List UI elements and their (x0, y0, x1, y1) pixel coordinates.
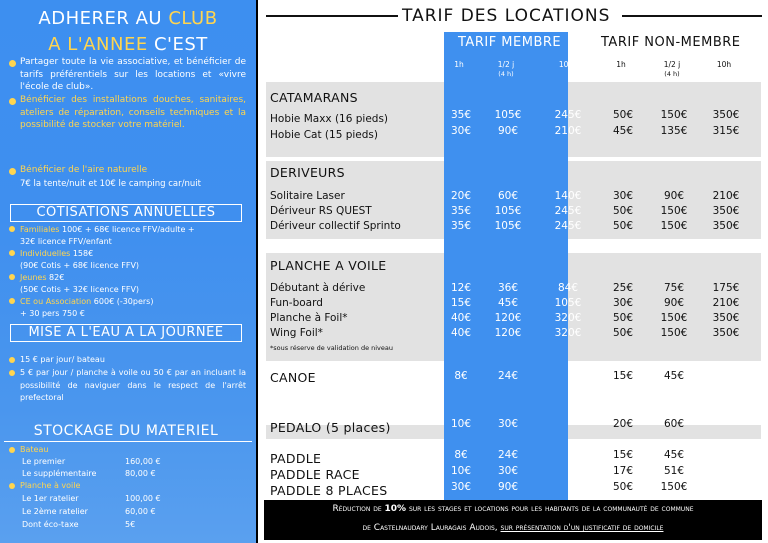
price-cell: 35€ (450, 205, 472, 217)
price-cell: 150€ (660, 327, 688, 339)
cotisations-heading: COTISATIONS ANNUELLES (10, 204, 242, 222)
price-cell: 150€ (660, 109, 688, 121)
cotisation-line (20, 224, 246, 235)
mise-a-l-eau-heading: MISE A L'EAU A LA JOURNEE (10, 324, 242, 342)
non-member-price-header: TARIF NON-MEMBRE (601, 35, 741, 50)
stockage-row-label: Dont éco-taxe (22, 520, 79, 529)
price-cell: 350€ (712, 220, 740, 232)
rental-item: Fun-board (270, 297, 323, 309)
mise-a-l-eau-windsurf: 5 € par jour / planche à voile ou 50 € par an incluant la possibilité de naviguer dans le respect de l'arrêt prefectoral (20, 368, 246, 402)
bullet-icon (9, 250, 15, 256)
price-cell: 51€ (663, 465, 685, 477)
bullet-icon (9, 274, 15, 280)
price-cell: 15€ (612, 370, 634, 382)
price-cell: 60€ (497, 190, 519, 202)
rental-item: Hobie Maxx (16 pieds) (270, 113, 389, 125)
price-cell: 90€ (497, 125, 519, 137)
price-cell: 40€ (450, 312, 472, 324)
price-cell: 35€ (450, 220, 472, 232)
price-cell: 40€ (450, 327, 472, 339)
column-header: 1h (616, 60, 626, 69)
price-cell: 50€ (612, 481, 634, 493)
cotisation-line (20, 248, 246, 259)
cotisation-label: Individuelles (20, 249, 71, 258)
price-cell: 84€ (557, 282, 579, 294)
stockage-row-label: Le 1er ratelier (22, 494, 79, 503)
price-cell: 105€ (494, 109, 522, 121)
rental-item: Débutant à dérive (270, 282, 366, 294)
price-cell: 17€ (612, 465, 634, 477)
panel-title-line1: ADHERER AU CLUB (38, 8, 218, 29)
cotisation-price: 158€ (70, 249, 94, 258)
bullet-icon (9, 168, 16, 175)
bullet-icon (9, 60, 16, 67)
cotisation-price: 100€ + 68€ licence FFV/adulte + (59, 225, 195, 234)
stockage-row-label: Le 2ème ratelier (22, 507, 88, 516)
cotisation-price: 82€ (46, 273, 65, 282)
price-cell: 350€ (712, 327, 740, 339)
bullet-icon (9, 370, 15, 376)
divider (4, 441, 252, 442)
bullet-icon (9, 226, 15, 232)
price-cell: 105€ (494, 205, 522, 217)
benefit-camping-price: 7€ la tente/nuit et 10€ le camping car/nuit (20, 179, 201, 189)
category-title: PLANCHE A VOILE (270, 258, 387, 273)
price-cell: 30€ (450, 125, 472, 137)
column-header: 10h (716, 60, 732, 69)
price-cell: 10€ (450, 418, 472, 430)
category-title: CANOE (270, 370, 316, 385)
member-price-header: TARIF MEMBRE (458, 35, 562, 50)
price-cell: 50€ (612, 109, 634, 121)
price-cell: 20€ (450, 190, 472, 202)
cotisation-detail: 32€ licence FFV/enfant (20, 237, 112, 246)
price-cell: 320€ (554, 312, 582, 324)
price-cell: 245€ (554, 220, 582, 232)
price-cell: 24€ (497, 370, 519, 382)
cotisation-line (20, 296, 246, 307)
stockage-heading: STOCKAGE DU MATERIEL (33, 423, 219, 439)
stockage-row-value: 80,00 € (125, 469, 156, 478)
column-header: 1/2 j (497, 60, 515, 69)
cotisation-detail: + 30 pers 750 € (20, 309, 85, 318)
bullet-icon (9, 447, 15, 453)
category-title: PEDALO (5 places) (270, 420, 391, 435)
price-cell: 120€ (494, 327, 522, 339)
divider (266, 15, 398, 17)
column-header-note: (4 h) (498, 70, 514, 78)
divider (622, 15, 762, 17)
stockage-boat-label: Bateau (20, 445, 49, 454)
rental-item: Wing Foil* (270, 327, 323, 339)
price-cell: 30€ (497, 465, 519, 477)
category-title: PADDLE (270, 451, 322, 466)
category-title: PADDLE 8 PLACES (270, 483, 388, 498)
price-cell: 45€ (663, 370, 685, 382)
column-header: 10h (558, 60, 574, 69)
price-cell: 45€ (663, 449, 685, 461)
price-cell: 12€ (450, 282, 472, 294)
price-cell: 45€ (612, 125, 634, 137)
price-cell: 15€ (612, 449, 634, 461)
price-cell: 60€ (663, 418, 685, 430)
price-cell: 30€ (497, 418, 519, 430)
price-cell: 105€ (554, 297, 582, 309)
cotisation-label: CE ou Association (20, 297, 92, 306)
price-cell: 50€ (612, 220, 634, 232)
stockage-row-label: Le premier (22, 457, 66, 466)
price-cell: 245€ (554, 205, 582, 217)
price-cell: 150€ (660, 220, 688, 232)
price-cell: 150€ (660, 481, 688, 493)
rental-item: Planche à Foil* (270, 312, 348, 324)
price-cell: 350€ (712, 205, 740, 217)
benefit-share: Partager toute la vie associative, et bénéficier de tarifs préférentiels sur les locations et «vivre l'école de club». (20, 57, 246, 92)
price-cell: 90€ (497, 481, 519, 493)
price-cell: 25€ (612, 282, 634, 294)
price-cell: 120€ (494, 312, 522, 324)
stockage-row-label: Le supplémentaire (22, 469, 97, 478)
column-header: 1h (454, 60, 464, 69)
price-cell: 350€ (712, 109, 740, 121)
mise-a-l-eau-boat: 15 € par jour/ bateau (20, 355, 105, 364)
benefit-facilities: Bénéficier des installations douches, sanitaires, ateliers de réparation, conseils techniques et la possibilité de stocker votre matériel. (20, 95, 246, 130)
stockage-row-value: 5€ (125, 520, 136, 529)
panel-title-line2: A L'ANNEE C'EST (48, 34, 208, 55)
benefit-camping-title: Bénéficier de l'aire naturelle (20, 165, 148, 175)
price-cell: 15€ (450, 297, 472, 309)
price-cell: 175€ (712, 282, 740, 294)
price-cell: 35€ (450, 109, 472, 121)
price-cell: 50€ (612, 312, 634, 324)
price-cell: 210€ (554, 125, 582, 137)
level-note: *sous réserve de validation de niveau (270, 344, 394, 352)
price-cell: 350€ (712, 312, 740, 324)
stockage-row-value: 60,00 € (125, 507, 156, 516)
cotisation-line (20, 272, 246, 283)
cotisation-detail: (50€ Cotis + 32€ licence FFV) (20, 285, 140, 294)
rental-item: Dériveur RS QUEST (270, 205, 372, 217)
bullet-icon (9, 483, 15, 489)
member-price-column (444, 32, 568, 502)
column-header-note: (4 h) (664, 70, 680, 78)
cotisation-price: 600€ (-30pers) (91, 297, 154, 306)
price-cell: 30€ (450, 481, 472, 493)
bullet-icon (9, 98, 16, 105)
discount-footer: Réduction de 10% sur les stages et locations pour les habitants de la communauté de commune de Castelnaudary Lauragais Audois, sur présentation d'un justificatif de domicile (264, 500, 762, 540)
price-cell: 8€ (454, 370, 468, 382)
price-cell: 320€ (554, 327, 582, 339)
stockage-row-value: 160,00 € (125, 457, 161, 466)
cotisation-label: Familiales (20, 225, 60, 234)
price-cell: 75€ (663, 282, 685, 294)
category-title: CATAMARANS (270, 90, 358, 105)
category-title: DERIVEURS (270, 165, 345, 180)
stockage-windsurf-label: Planche à voile (20, 481, 81, 490)
price-cell: 30€ (612, 297, 634, 309)
price-cell: 50€ (612, 205, 634, 217)
price-cell: 90€ (663, 190, 685, 202)
cotisation-label: Jeunes (20, 273, 47, 282)
price-cell: 150€ (660, 205, 688, 217)
price-cell: 24€ (497, 449, 519, 461)
page-title: TARIF DES LOCATIONS (402, 6, 611, 26)
rental-price-panel (258, 0, 768, 543)
rental-item: Hobie Cat (15 pieds) (270, 129, 378, 141)
price-cell: 140€ (554, 190, 582, 202)
stockage-row-value: 100,00 € (125, 494, 161, 503)
cotisation-detail: (90€ Cotis + 68€ licence FFV) (20, 261, 140, 270)
price-cell: 245€ (554, 109, 582, 121)
price-cell: 135€ (660, 125, 688, 137)
bullet-icon (9, 298, 15, 304)
bullet-icon (9, 357, 15, 363)
column-header: 1/2 j (663, 60, 681, 69)
category-title: PADDLE RACE (270, 467, 360, 482)
price-cell: 210€ (712, 190, 740, 202)
info-panel (0, 0, 256, 543)
price-cell: 150€ (660, 312, 688, 324)
rental-item: Dériveur collectif Sprinto (270, 220, 401, 232)
price-cell: 45€ (497, 297, 519, 309)
price-cell: 315€ (712, 125, 740, 137)
price-cell: 50€ (612, 327, 634, 339)
rental-item: Solitaire Laser (270, 190, 345, 202)
price-cell: 105€ (494, 220, 522, 232)
price-cell: 20€ (612, 418, 634, 430)
price-cell: 36€ (497, 282, 519, 294)
price-cell: 8€ (454, 449, 468, 461)
price-cell: 30€ (612, 190, 634, 202)
price-cell: 90€ (663, 297, 685, 309)
price-cell: 10€ (450, 465, 472, 477)
price-cell: 210€ (712, 297, 740, 309)
